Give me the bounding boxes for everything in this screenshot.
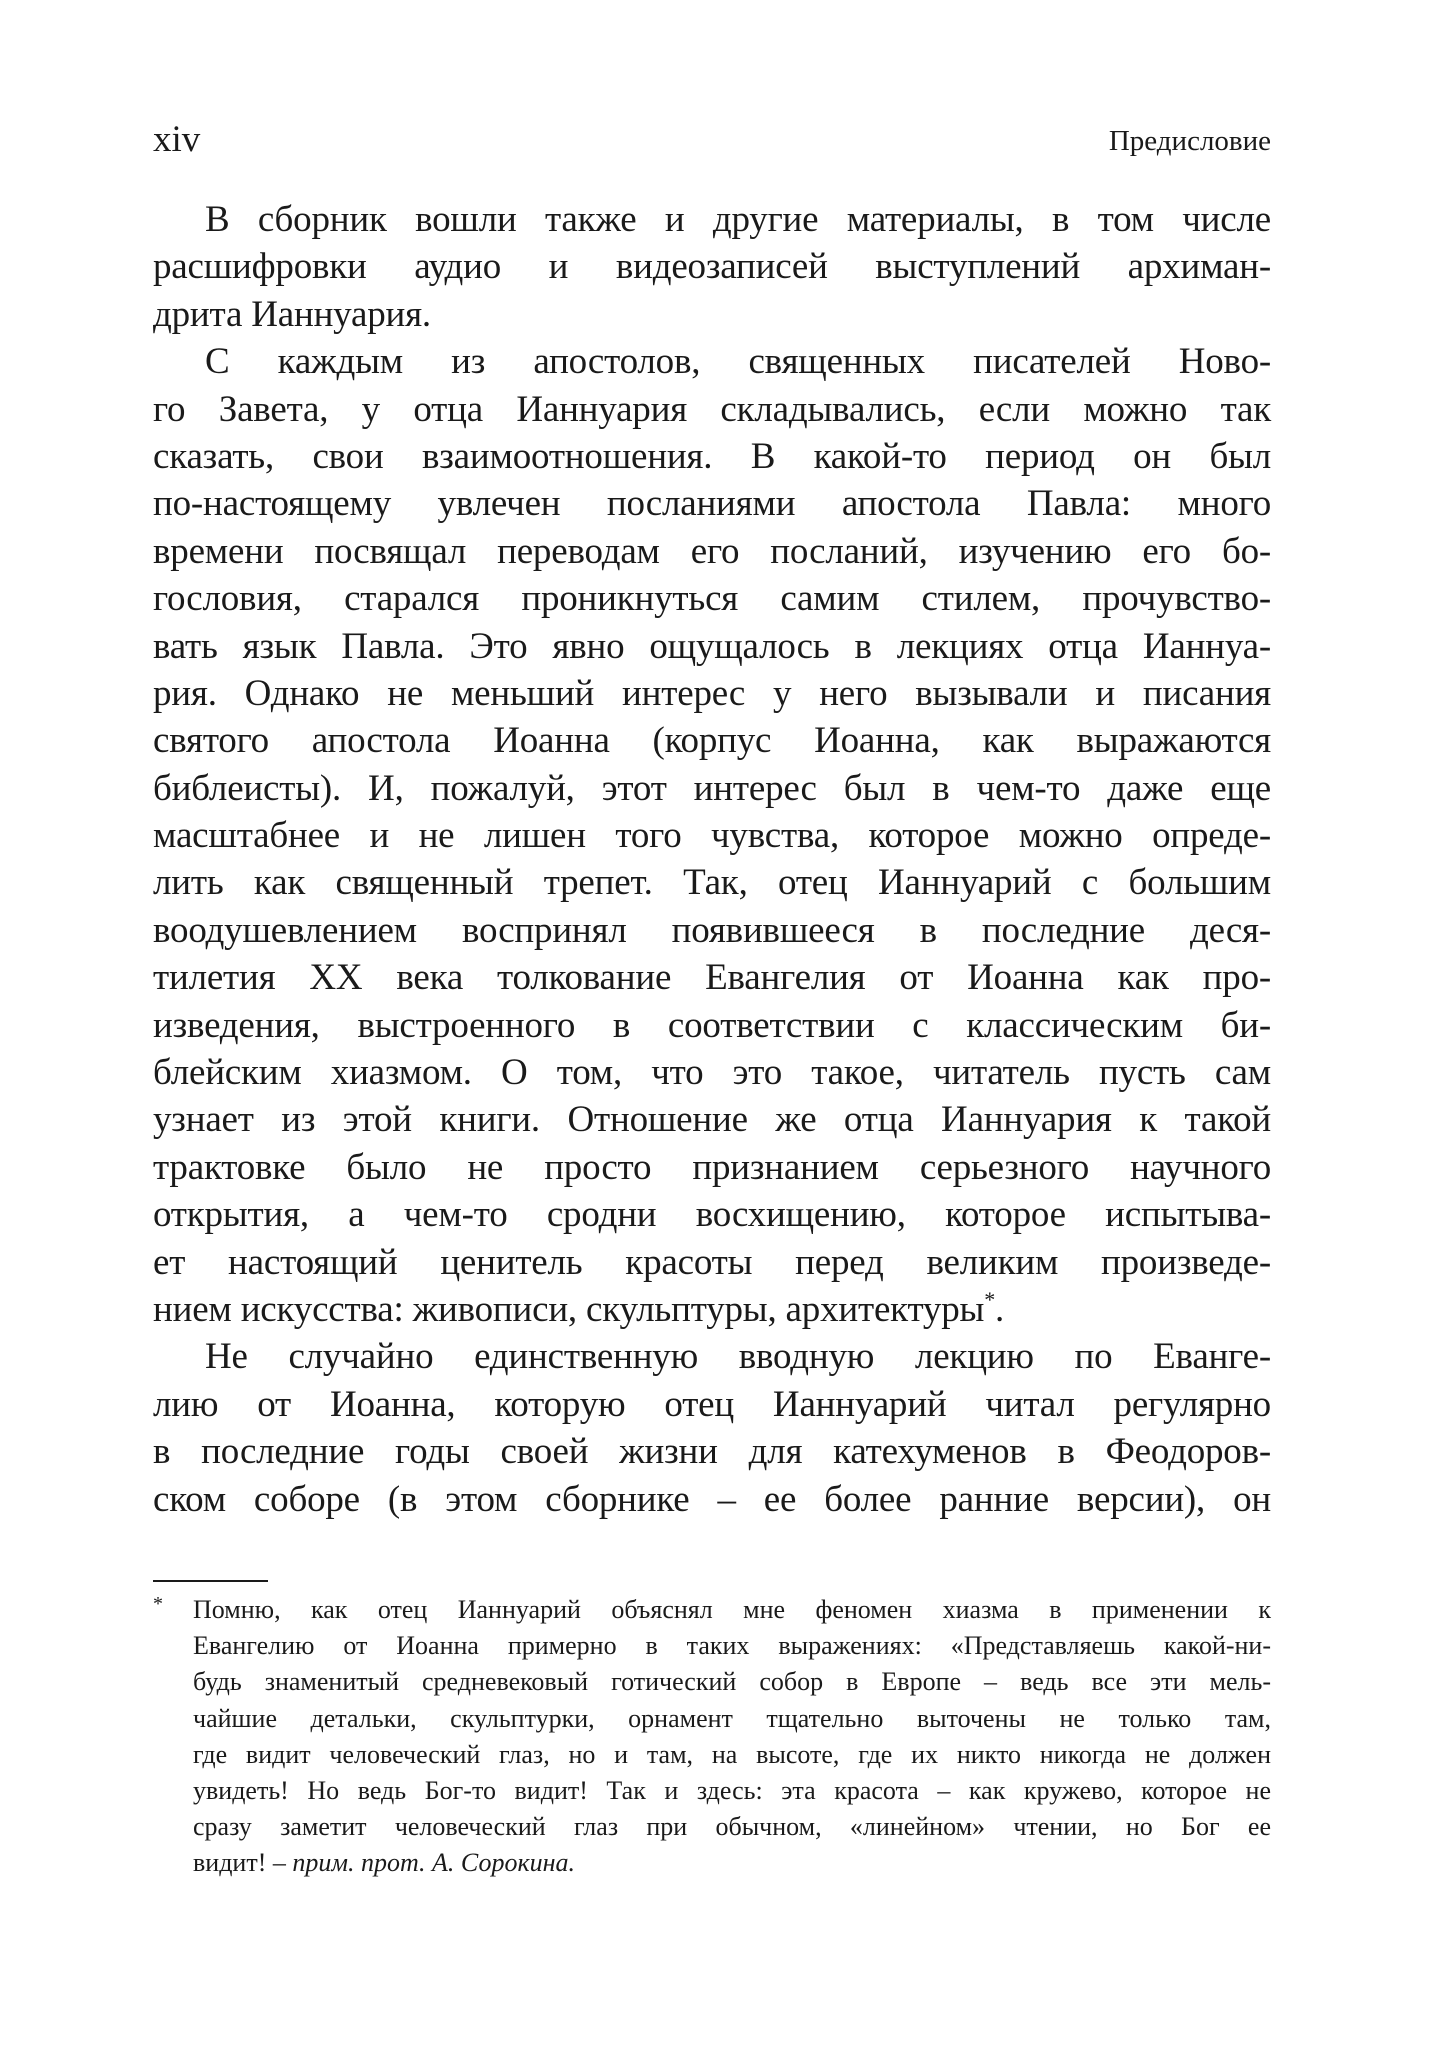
body-line: лию от Иоанна, которую отец Ианнуарий читал регулярно bbox=[153, 1383, 1271, 1425]
body-line: времени посвящал переводам его посланий, изучению его бо- bbox=[153, 530, 1271, 572]
footnote-line: чайшие детальки, скульптурки, орнамент тщательно выточены не только там, bbox=[193, 1703, 1271, 1733]
body-line: сказать, свои взаимоотношения. В какой-то период он был bbox=[153, 435, 1271, 477]
body-line: гословия, старался проникнуться самим стилем, прочувство- bbox=[153, 578, 1271, 620]
body-line: узнает из этой книги. Отношение же отца Ианнуария к такой bbox=[153, 1099, 1271, 1141]
body-line: в последние годы своей жизни для катехуменов в Феодоров- bbox=[153, 1431, 1271, 1473]
footnote-rule bbox=[153, 1580, 268, 1582]
footnote-line: Помню, как отец Ианнуарий объяснял мне феномен хиазма в применении к bbox=[193, 1595, 1271, 1624]
body-text bbox=[153, 196, 1271, 1523]
body-line: ском соборе (в этом сборнике – ее более ранние версии), он bbox=[153, 1478, 1271, 1520]
body-line: библеисты). И, пожалуй, этот интерес был в чем-то даже еще bbox=[153, 767, 1271, 809]
footnote-marker: * bbox=[153, 1593, 163, 1615]
footnote-text bbox=[193, 1592, 1271, 1882]
body-line: по-настоящему увлечен посланиями апостола Павла: много bbox=[153, 483, 1271, 525]
body-line: открытия, а чем-то сродни восхищению, которое испытыва- bbox=[153, 1194, 1271, 1236]
body-line: лить как священный трепет. Так, отец Ианнуарий с большим bbox=[153, 862, 1271, 904]
body-line: дрита Ианнуария. bbox=[153, 293, 431, 335]
footnote-line: где видит человеческий глаз, но и там, на высоте, где их никто никогда не должен bbox=[193, 1739, 1271, 1769]
body-line: Не случайно единственную вводную лекцию по Еванге- bbox=[205, 1336, 1271, 1378]
body-line: вать язык Павла. Это явно ощущалось в лекциях отца Ианнуа- bbox=[153, 625, 1271, 667]
body-line-with-footnote-ref bbox=[153, 1286, 1271, 1333]
page-number: xiv bbox=[153, 119, 201, 160]
footnote-line: будь знаменитый средневековый готический собор в Европе – ведь все эти мель- bbox=[193, 1667, 1271, 1697]
footnote-line bbox=[193, 1845, 1271, 1881]
footnote-attribution: прим. прот. А. Сорокина. bbox=[292, 1848, 576, 1878]
sentence-period: . bbox=[995, 1288, 1005, 1330]
body-line-text: нием искусства: живописи, скульптуры, архитектуры bbox=[153, 1288, 985, 1330]
body-line: тилетия XX века толкование Евангелия от Иоанна как про- bbox=[153, 957, 1271, 999]
footnote-text-plain: видит! – bbox=[193, 1848, 293, 1878]
body-line: рия. Однако не меньший интерес у него вызывали и писания bbox=[153, 672, 1271, 714]
body-line: ет настоящий ценитель красоты перед великим произведе- bbox=[153, 1241, 1271, 1283]
body-line: го Завета, у отца Ианнуария складывались, если можно так bbox=[153, 388, 1271, 430]
body-line: трактовке было не просто признанием серьезного научного bbox=[153, 1146, 1271, 1188]
footnote-line: увидеть! Но ведь Бог-то видит! Так и здесь: эта красота – как кружево, которое не bbox=[193, 1775, 1271, 1805]
body-line: святого апостола Иоанна (корпус Иоанна, как выражаются bbox=[153, 720, 1271, 762]
body-line: масштабнее и не лишен того чувства, которое можно опреде- bbox=[153, 815, 1271, 857]
body-line: изведения, выстроенного в соответствии с классическим би- bbox=[153, 1004, 1271, 1046]
footnote-line: сразу заметит человеческий глаз при обычном, «линейном» чтении, но Бог ее bbox=[193, 1812, 1271, 1842]
footnote-reference: * bbox=[984, 1286, 996, 1312]
body-line: воодушевлением воспринял появившееся в последние деся- bbox=[153, 909, 1271, 951]
body-line: С каждым из апостолов, священных писателей Ново- bbox=[205, 341, 1271, 383]
body-line: блейским хиазмом. О том, что это такое, читатель пусть сам bbox=[153, 1052, 1271, 1094]
body-line: расшифровки аудио и видеозаписей выступлений архиман- bbox=[153, 246, 1271, 288]
running-head: Предисловие bbox=[1108, 125, 1271, 157]
footnote-line: Евангелию от Иоанна примерно в таких выражениях: «Представляешь какой-ни- bbox=[193, 1631, 1271, 1661]
body-line: В сборник вошли также и другие материалы, в том числе bbox=[205, 199, 1271, 240]
